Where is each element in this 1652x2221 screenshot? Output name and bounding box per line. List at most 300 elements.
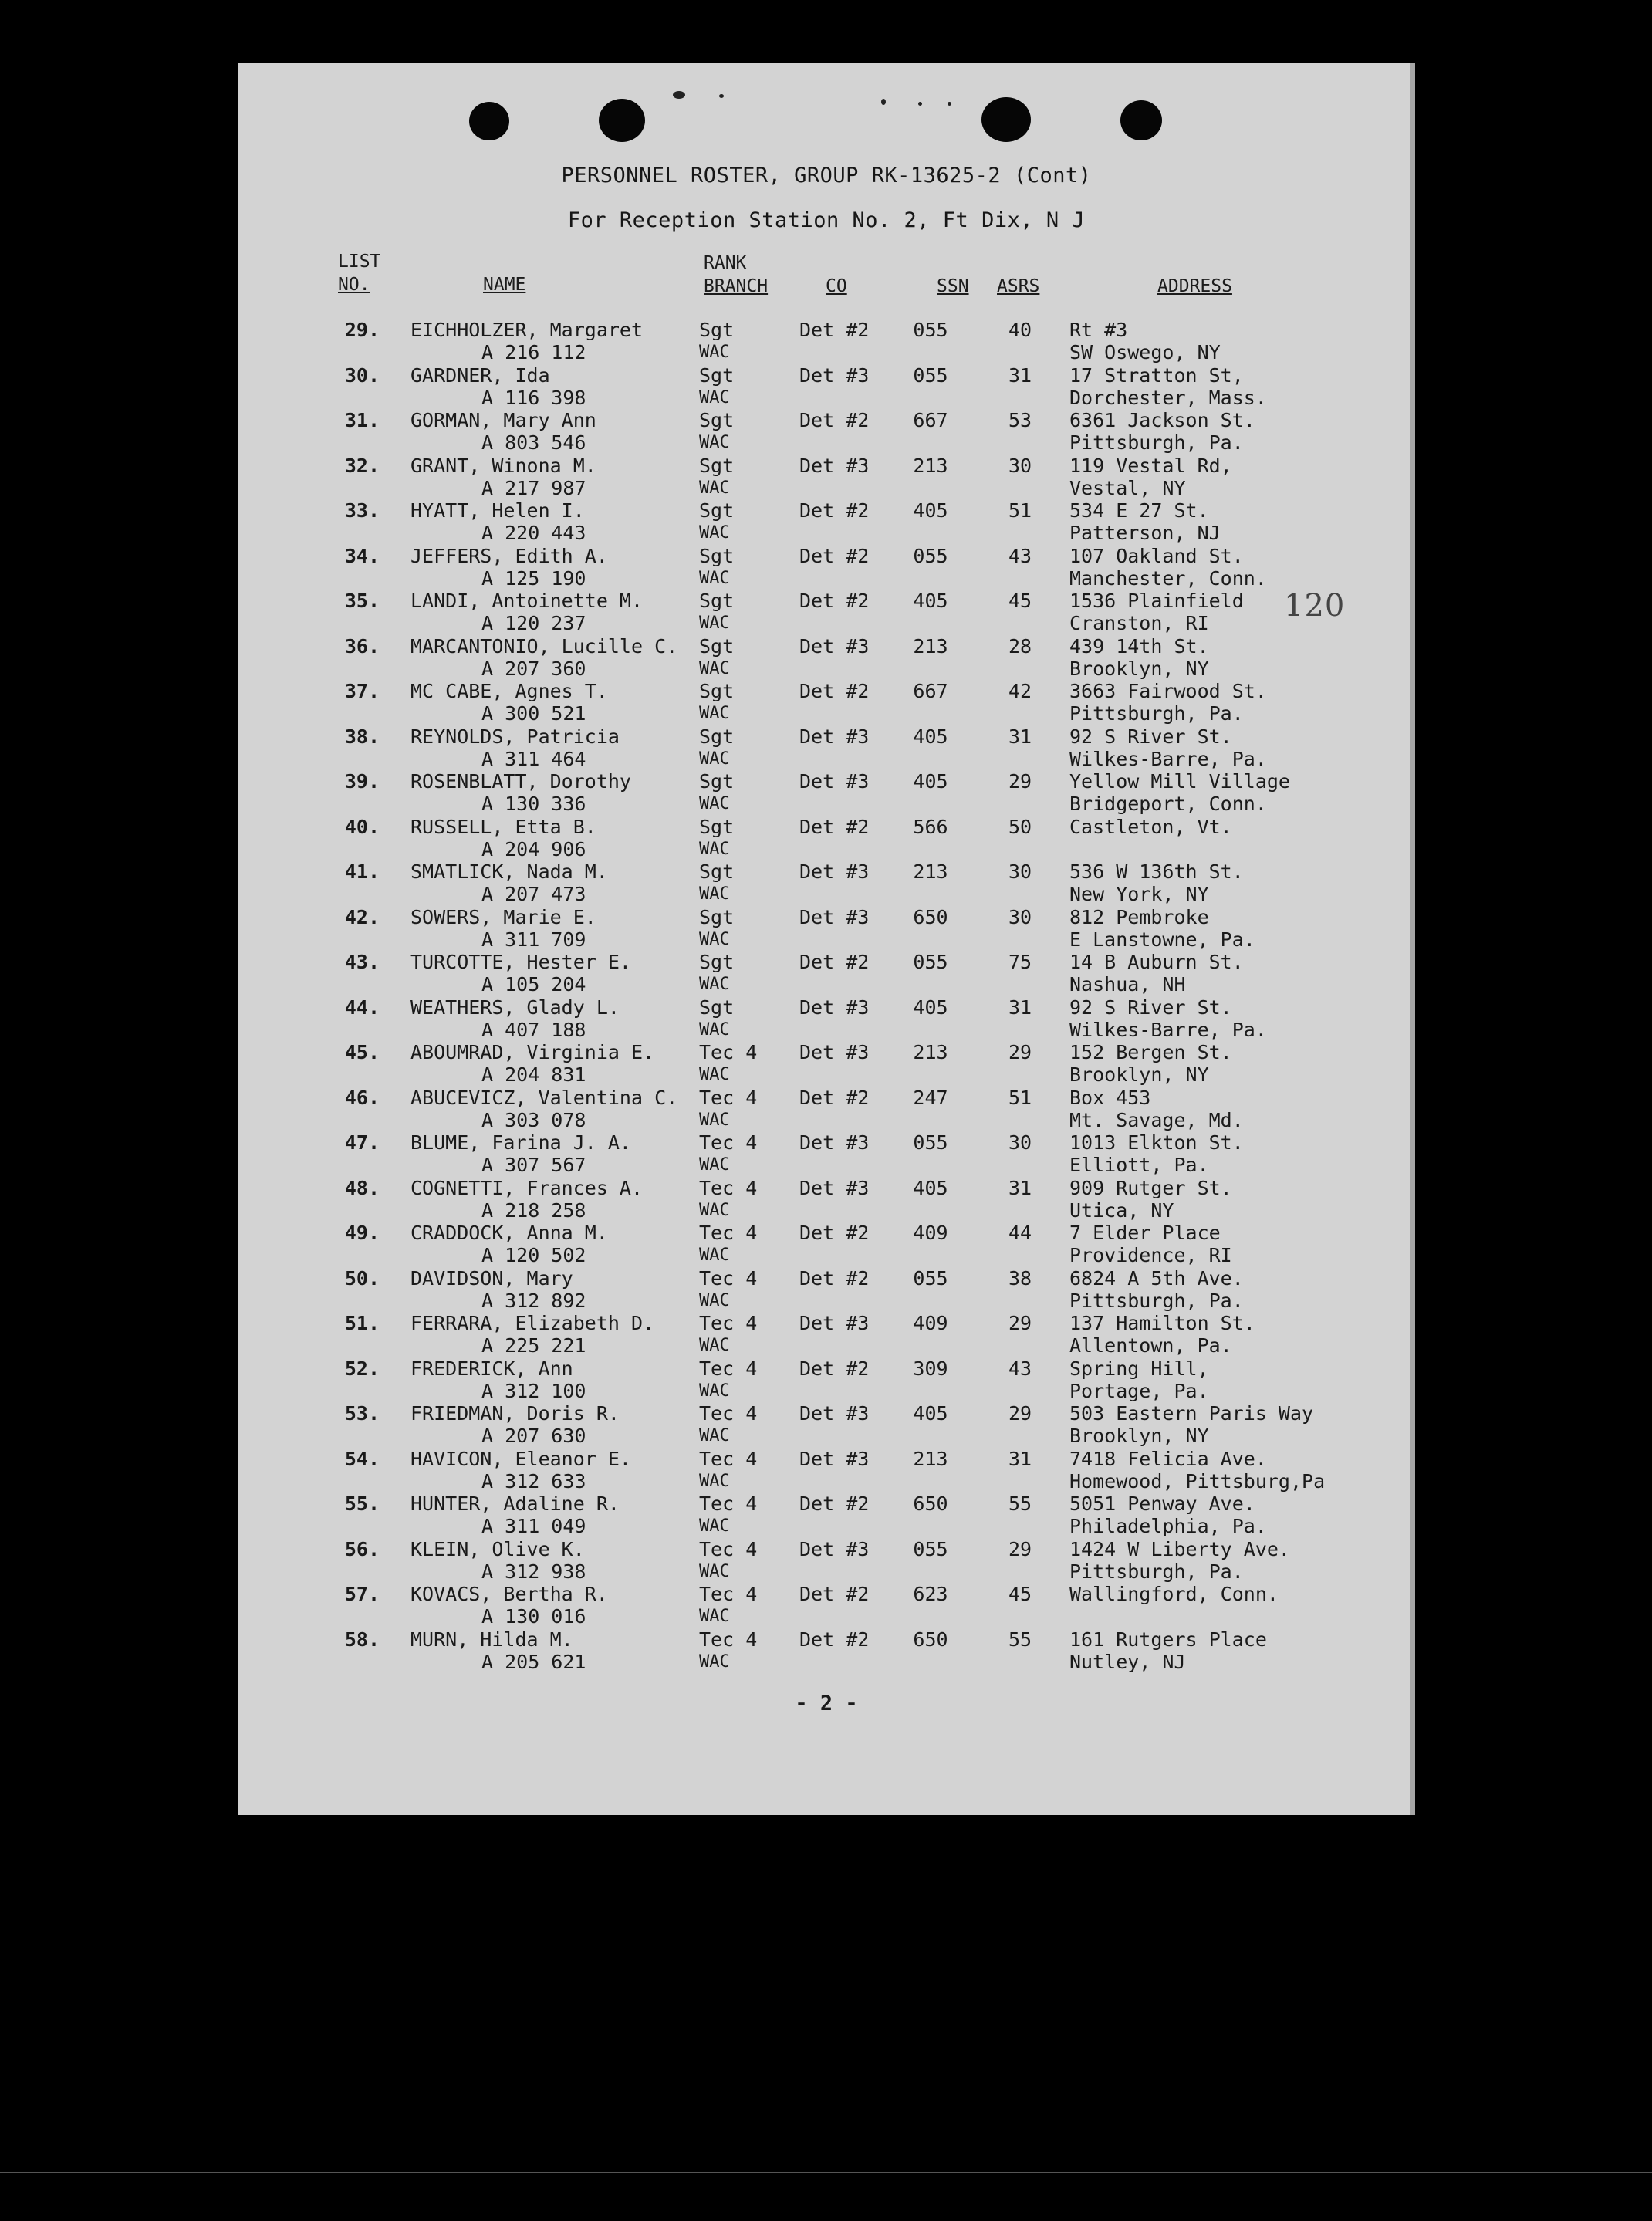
address-line-2: Elliott, Pa. <box>1069 1154 1209 1176</box>
address-line-1: 536 W 136th St. <box>1069 860 1244 883</box>
address-line-1: Rt #3 <box>1069 319 1128 341</box>
list-number: 44. <box>344 996 380 1019</box>
address-line-1: 7 Elder Place <box>1069 1222 1221 1244</box>
roster-row <box>238 860 1415 906</box>
person-name: SOWERS, Marie E. <box>410 905 596 928</box>
serial-number: A 407 188 <box>481 1018 586 1041</box>
rank: Tec 4 <box>699 1537 758 1560</box>
person-name: FRIEDMAN, Doris R. <box>410 1402 620 1425</box>
list-number: 57. <box>344 1583 380 1605</box>
person-name: GARDNER, Ida <box>410 363 550 387</box>
list-number: 48. <box>344 1176 380 1199</box>
ssn: 650 <box>913 1628 948 1651</box>
branch: WAC <box>699 1155 730 1175</box>
branch: WAC <box>699 1561 730 1581</box>
asrs-score: 55 <box>1008 1628 1032 1651</box>
address-line-2: Dorchester, Mass. <box>1069 386 1267 409</box>
address-line-2: New York, NY <box>1069 883 1209 905</box>
address-line-1: 6361 Jackson St. <box>1069 409 1255 431</box>
person-name: HYATT, Helen I. <box>410 499 585 522</box>
branch: WAC <box>699 387 730 407</box>
list-number: 35. <box>344 590 380 612</box>
person-name: FERRARA, Elizabeth D. <box>410 1312 655 1334</box>
asrs-score: 44 <box>1008 1222 1032 1244</box>
list-number: 56. <box>344 1537 380 1560</box>
serial-number: A 120 237 <box>481 612 586 634</box>
list-number: 55. <box>344 1492 380 1515</box>
document-subtitle: For Reception Station No. 2, Ft Dix, N J <box>567 208 1086 232</box>
person-name: ABUCEVICZ, Valentina C. <box>410 1086 678 1109</box>
margin-annotation: 120 <box>1284 588 1346 624</box>
ssn: 213 <box>913 1041 948 1063</box>
roster-row <box>238 1177 1415 1222</box>
person-name: ABOUMRAD, Virginia E. <box>410 1041 655 1063</box>
ssn: 055 <box>913 1131 948 1154</box>
ssn: 055 <box>913 1266 948 1290</box>
address-line-1: 3663 Fairwood St. <box>1069 680 1267 702</box>
rank: Sgt <box>699 996 735 1019</box>
branch: WAC <box>699 433 730 452</box>
person-name: ROSENBLATT, Dorothy <box>410 770 631 793</box>
document-title: PERSONNEL ROSTER, GROUP RK-13625-2 (Cont) <box>561 164 1092 188</box>
roster-row <box>238 906 1415 952</box>
person-name: DAVIDSON, Mary <box>410 1266 573 1290</box>
list-number: 40. <box>344 815 380 838</box>
address-line-1: Yellow Mill Village <box>1069 770 1290 793</box>
address-line-2: Brooklyn, NY <box>1069 1063 1209 1086</box>
ssn: 405 <box>913 1176 948 1199</box>
ssn: 213 <box>913 634 948 658</box>
serial-number: A 204 906 <box>481 837 586 860</box>
asrs-score: 55 <box>1008 1492 1032 1515</box>
ssn: 213 <box>913 454 948 477</box>
roster-row <box>238 1448 1415 1493</box>
ink-speck <box>719 94 724 98</box>
company: Det #3 <box>799 770 870 793</box>
address-line-1: Castleton, Vt. <box>1069 815 1232 838</box>
person-name: MARCANTONIO, Lucille C. <box>410 634 678 658</box>
column-header-address: ADDRESS <box>1157 276 1232 296</box>
list-number: 42. <box>344 905 380 928</box>
roster-row <box>238 1583 1415 1628</box>
serial-number: A 218 258 <box>481 1198 586 1222</box>
list-number: 43. <box>344 951 380 973</box>
rank: Tec 4 <box>699 1447 758 1470</box>
address-line-2: Nutley, NJ <box>1069 1650 1186 1673</box>
company: Det #3 <box>799 1312 870 1334</box>
roster-row <box>238 1267 1415 1313</box>
person-name: CRADDOCK, Anna M. <box>410 1222 608 1244</box>
company: Det #3 <box>799 860 870 883</box>
roster-row <box>238 816 1415 861</box>
serial-number: A 311 049 <box>481 1515 586 1537</box>
company: Det #3 <box>799 725 870 748</box>
asrs-score: 28 <box>1008 634 1032 658</box>
asrs-score: 43 <box>1008 1357 1032 1380</box>
serial-number: A 312 892 <box>481 1289 586 1312</box>
asrs-score: 45 <box>1008 1583 1032 1605</box>
list-number: 58. <box>344 1628 380 1651</box>
serial-number: A 217 987 <box>481 476 586 499</box>
column-header-asrs: ASRS <box>997 276 1040 296</box>
roster-list <box>238 319 1415 1673</box>
address-line-2: Allentown, Pa. <box>1069 1334 1232 1357</box>
ssn: 055 <box>913 363 948 387</box>
address-line-2: Bridgeport, Conn. <box>1069 793 1267 815</box>
company: Det #3 <box>799 1537 870 1560</box>
company: Det #2 <box>799 680 870 702</box>
branch: WAC <box>699 1651 730 1672</box>
person-name: JEFFERS, Edith A. <box>410 544 608 567</box>
serial-number: A 225 221 <box>481 1334 586 1357</box>
person-name: COGNETTI, Frances A. <box>410 1176 644 1199</box>
address-line-2: Cranston, RI <box>1069 612 1209 634</box>
company: Det #3 <box>799 1041 870 1063</box>
company: Det #3 <box>799 1176 870 1199</box>
serial-number: A 312 633 <box>481 1469 586 1492</box>
address-line-1: Box 453 <box>1069 1086 1151 1109</box>
company: Det #3 <box>799 1131 870 1154</box>
roster-row <box>238 996 1415 1042</box>
ssn: 650 <box>913 905 948 928</box>
ink-speck <box>881 99 886 105</box>
rank: Sgt <box>699 544 735 567</box>
branch: WAC <box>699 929 730 949</box>
person-name: EICHHOLZER, Margaret <box>410 319 644 341</box>
address-line-2: Brooklyn, NY <box>1069 657 1209 680</box>
roster-row <box>238 364 1415 410</box>
address-line-1: 812 Pembroke <box>1069 905 1209 928</box>
serial-number: A 120 502 <box>481 1244 586 1266</box>
list-number: 34. <box>344 544 380 567</box>
roster-row <box>238 725 1415 771</box>
list-number: 50. <box>344 1266 380 1290</box>
column-header-list-no: LIST NO. <box>338 252 381 295</box>
serial-number: A 220 443 <box>481 522 586 544</box>
rank: Sgt <box>699 409 735 431</box>
roster-row <box>238 1402 1415 1448</box>
rank: Tec 4 <box>699 1628 758 1651</box>
branch: WAC <box>699 794 730 813</box>
serial-number: A 207 360 <box>481 657 586 680</box>
roster-row <box>238 951 1415 996</box>
address-line-1: 1013 Elkton St. <box>1069 1131 1244 1154</box>
address-line-2: Patterson, NJ <box>1069 522 1221 544</box>
address-line-1: 92 S River St. <box>1069 725 1232 748</box>
address-line-1: 7418 Felicia Ave. <box>1069 1447 1267 1470</box>
company: Det #2 <box>799 1583 870 1605</box>
serial-number: A 311 464 <box>481 747 586 770</box>
person-name: SMATLICK, Nada M. <box>410 860 608 883</box>
ssn: 667 <box>913 680 948 702</box>
address-line-2: Vestal, NY <box>1069 476 1186 499</box>
roster-row <box>238 1041 1415 1087</box>
branch: WAC <box>699 343 730 362</box>
asrs-score: 29 <box>1008 1402 1032 1425</box>
rank: Sgt <box>699 590 735 612</box>
address-line-2: Providence, RI <box>1069 1244 1232 1266</box>
roster-row <box>238 635 1415 681</box>
serial-number: A 307 567 <box>481 1154 586 1176</box>
ssn: 650 <box>913 1492 948 1515</box>
list-number: 32. <box>344 454 380 477</box>
serial-number: A 204 831 <box>481 1063 586 1086</box>
company: Det #2 <box>799 1357 870 1380</box>
asrs-score: 42 <box>1008 680 1032 702</box>
ssn: 055 <box>913 951 948 973</box>
roster-row <box>238 1087 1415 1132</box>
asrs-score: 51 <box>1008 1086 1032 1109</box>
person-name: LANDI, Antoinette M. <box>410 590 644 612</box>
address-line-1: 1424 W Liberty Ave. <box>1069 1537 1290 1560</box>
company: Det #2 <box>799 499 870 522</box>
branch: WAC <box>699 1426 730 1445</box>
document-page <box>238 63 1415 1815</box>
serial-number: A 312 100 <box>481 1379 586 1402</box>
person-name: WEATHERS, Glady L. <box>410 996 620 1019</box>
branch: WAC <box>699 1336 730 1355</box>
company: Det #2 <box>799 590 870 612</box>
company: Det #3 <box>799 996 870 1019</box>
company: Det #2 <box>799 1086 870 1109</box>
list-number: 33. <box>344 499 380 522</box>
address-line-1: 14 B Auburn St. <box>1069 951 1244 973</box>
serial-number: A 105 204 <box>481 973 586 996</box>
list-number: 47. <box>344 1131 380 1154</box>
person-name: KOVACS, Bertha R. <box>410 1583 608 1605</box>
address-line-1: 1536 Plainfield <box>1069 590 1244 612</box>
asrs-score: 45 <box>1008 590 1032 612</box>
serial-number: A 116 398 <box>481 386 586 409</box>
branch: WAC <box>699 478 730 498</box>
address-line-2: Philadelphia, Pa. <box>1069 1515 1267 1537</box>
company: Det #3 <box>799 1447 870 1470</box>
person-name: MURN, Hilda M. <box>410 1628 573 1651</box>
company: Det #3 <box>799 905 870 928</box>
list-number: 39. <box>344 770 380 793</box>
punch-hole <box>981 97 1031 142</box>
roster-row <box>238 1222 1415 1267</box>
ssn: 055 <box>913 319 948 341</box>
roster-row <box>238 770 1415 816</box>
asrs-score: 31 <box>1008 363 1032 387</box>
rank: Sgt <box>699 680 735 702</box>
branch: WAC <box>699 658 730 678</box>
rank: Sgt <box>699 905 735 928</box>
rank: Tec 4 <box>699 1266 758 1290</box>
person-name: RUSSELL, Etta B. <box>410 815 596 838</box>
asrs-score: 29 <box>1008 1537 1032 1560</box>
address-line-1: 119 Vestal Rd, <box>1069 454 1232 477</box>
serial-number: A 207 630 <box>481 1425 586 1447</box>
list-number: 38. <box>344 725 380 748</box>
company: Det #2 <box>799 409 870 431</box>
rank: Tec 4 <box>699 1402 758 1425</box>
ink-speck <box>673 91 685 99</box>
branch: WAC <box>699 568 730 588</box>
company: Det #2 <box>799 1628 870 1651</box>
punch-hole <box>469 102 509 140</box>
person-name: HUNTER, Adaline R. <box>410 1492 620 1515</box>
list-number: 41. <box>344 860 380 883</box>
rank: Sgt <box>699 363 735 387</box>
ssn: 405 <box>913 590 948 612</box>
ssn: 405 <box>913 499 948 522</box>
branch: WAC <box>699 1381 730 1401</box>
company: Det #2 <box>799 544 870 567</box>
company: Det #3 <box>799 634 870 658</box>
branch: WAC <box>699 523 730 543</box>
serial-number: A 205 621 <box>481 1650 586 1673</box>
address-line-2: Pittsburgh, Pa. <box>1069 1560 1244 1583</box>
branch: WAC <box>699 704 730 723</box>
asrs-score: 31 <box>1008 1447 1032 1470</box>
company: Det #2 <box>799 1266 870 1290</box>
rank: Sgt <box>699 951 735 973</box>
column-header-co: CO <box>826 276 847 296</box>
serial-number: A 125 190 <box>481 566 586 590</box>
serial-number: A 311 709 <box>481 928 586 951</box>
address-line-2: SW Oswego, NY <box>1069 341 1221 363</box>
ssn: 213 <box>913 860 948 883</box>
rank: Sgt <box>699 634 735 658</box>
address-line-2: Manchester, Conn. <box>1069 566 1267 590</box>
address-line-2: Homewood, Pittsburg,Pa <box>1069 1469 1326 1492</box>
branch: WAC <box>699 1065 730 1084</box>
ssn: 309 <box>913 1357 948 1380</box>
branch: WAC <box>699 1290 730 1310</box>
branch: WAC <box>699 749 730 769</box>
person-name: GRANT, Winona M. <box>410 454 596 477</box>
column-header-ssn: SSN <box>937 276 969 296</box>
ink-speck <box>948 102 951 106</box>
serial-number: A 312 938 <box>481 1560 586 1583</box>
ssn: 405 <box>913 770 948 793</box>
asrs-score: 38 <box>1008 1266 1032 1290</box>
address-line-2: Pittsburgh, Pa. <box>1069 702 1244 725</box>
address-line-1: 5051 Penway Ave. <box>1069 1492 1255 1515</box>
ssn: 409 <box>913 1312 948 1334</box>
rank: Tec 4 <box>699 1086 758 1109</box>
ssn: 405 <box>913 996 948 1019</box>
person-name: KLEIN, Olive K. <box>410 1537 585 1560</box>
asrs-score: 29 <box>1008 1041 1032 1063</box>
asrs-score: 51 <box>1008 499 1032 522</box>
rank: Tec 4 <box>699 1312 758 1334</box>
ssn: 405 <box>913 1402 948 1425</box>
asrs-score: 30 <box>1008 860 1032 883</box>
rank: Tec 4 <box>699 1492 758 1515</box>
address-line-1: 152 Bergen St. <box>1069 1041 1232 1063</box>
roster-row <box>238 590 1415 635</box>
punch-hole <box>599 99 645 142</box>
rank: Sgt <box>699 815 735 838</box>
asrs-score: 29 <box>1008 770 1032 793</box>
address-line-1: 161 Rutgers Place <box>1069 1628 1267 1651</box>
person-name: FREDERICK, Ann <box>410 1357 573 1380</box>
branch: WAC <box>699 1607 730 1626</box>
roster-row <box>238 1357 1415 1403</box>
list-number: 54. <box>344 1447 380 1470</box>
roster-row <box>238 545 1415 590</box>
company: Det #2 <box>799 815 870 838</box>
company: Det #2 <box>799 1492 870 1515</box>
rank: Sgt <box>699 725 735 748</box>
rank: Sgt <box>699 454 735 477</box>
column-header-rank-branch: RANK BRANCH <box>704 253 769 296</box>
ssn: 623 <box>913 1583 948 1605</box>
asrs-score: 30 <box>1008 1131 1032 1154</box>
roster-row <box>238 319 1415 364</box>
list-number: 52. <box>344 1357 380 1380</box>
list-number: 46. <box>344 1086 380 1109</box>
serial-number: A 303 078 <box>481 1108 586 1131</box>
person-name: HAVICON, Eleanor E. <box>410 1447 631 1470</box>
list-number: 37. <box>344 680 380 702</box>
person-name: GORMAN, Mary Ann <box>410 409 596 431</box>
person-name: BLUME, Farina J. A. <box>410 1131 631 1154</box>
asrs-score: 53 <box>1008 409 1032 431</box>
company: Det #2 <box>799 1222 870 1244</box>
branch: WAC <box>699 1019 730 1040</box>
person-name: MC CABE, Agnes T. <box>410 680 608 702</box>
rank: Tec 4 <box>699 1357 758 1380</box>
branch: WAC <box>699 839 730 859</box>
list-number: 30. <box>344 363 380 387</box>
rank: Tec 4 <box>699 1583 758 1605</box>
serial-number: A 216 112 <box>481 341 586 363</box>
ssn: 055 <box>913 544 948 567</box>
address-line-1: 17 Stratton St, <box>1069 363 1244 387</box>
company: Det #3 <box>799 454 870 477</box>
address-line-1: 107 Oakland St. <box>1069 544 1244 567</box>
address-line-2: Mt. Savage, Md. <box>1069 1108 1244 1131</box>
branch: WAC <box>699 614 730 633</box>
address-line-2: Wilkes-Barre, Pa. <box>1069 747 1267 770</box>
serial-number: A 803 546 <box>481 431 586 454</box>
branch: WAC <box>699 1246 730 1265</box>
asrs-score: 31 <box>1008 1176 1032 1199</box>
company: Det #3 <box>799 363 870 387</box>
asrs-score: 30 <box>1008 454 1032 477</box>
rank: Tec 4 <box>699 1131 758 1154</box>
person-name: REYNOLDS, Patricia <box>410 725 620 748</box>
address-line-1: 909 Rutger St. <box>1069 1176 1232 1199</box>
list-number: 51. <box>344 1312 380 1334</box>
serial-number: A 130 336 <box>481 793 586 815</box>
list-number: 53. <box>344 1402 380 1425</box>
serial-number: A 130 016 <box>481 1605 586 1628</box>
asrs-score: 29 <box>1008 1312 1032 1334</box>
column-header-name: NAME <box>483 275 526 295</box>
branch: WAC <box>699 884 730 904</box>
address-line-2: Portage, Pa. <box>1069 1379 1209 1402</box>
roster-row <box>238 1312 1415 1357</box>
ssn: 213 <box>913 1447 948 1470</box>
roster-row <box>238 1538 1415 1584</box>
roster-row <box>238 1628 1415 1674</box>
rank: Sgt <box>699 860 735 883</box>
address-line-2: Utica, NY <box>1069 1198 1174 1222</box>
address-line-1: 92 S River St. <box>1069 996 1232 1019</box>
ssn: 566 <box>913 815 948 838</box>
asrs-score: 43 <box>1008 544 1032 567</box>
ssn: 055 <box>913 1537 948 1560</box>
asrs-score: 31 <box>1008 725 1032 748</box>
company: Det #3 <box>799 1402 870 1425</box>
film-edge-line <box>0 2172 1652 2173</box>
address-line-2: Nashua, NH <box>1069 973 1186 996</box>
